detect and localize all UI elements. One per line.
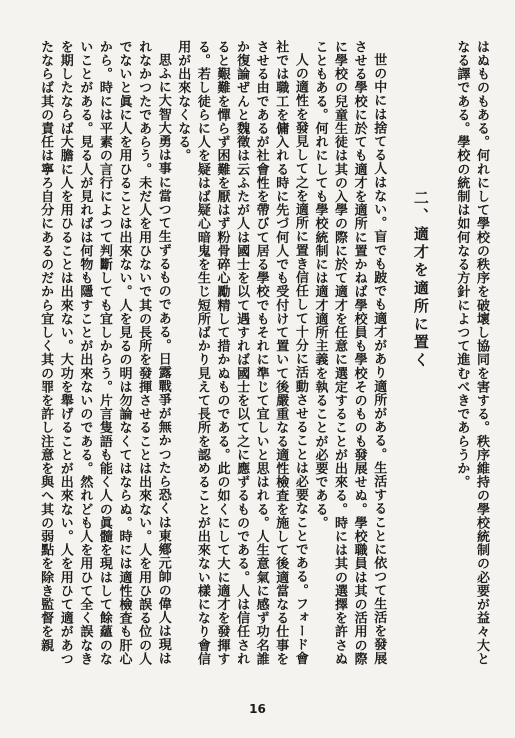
paragraph-2: 世の中には捨てる人はない。盲でも跛でも適才があり適所がある。生活することに依つて生活を發展させる學校に於ても適才を適所に置かねば學校員も學校そのものも發展せぬ。學校職員は其の活用の際に學校の兒童生徒は其の入學の際に於て適才を任意に選定することが出來る。時には其の選擇を許さぬこともある。何れにしても學校統制には適才適所主義を執ることが必要である。	[312, 40, 387, 666]
section-heading: 二、適才を適所に置く	[411, 190, 430, 370]
page-number: 16	[249, 702, 266, 716]
paragraph-1: はぬものもある。何れにして學校の秩序を破壞し協同を害する。秩序維持の學校統制の必要が益々大となる譯である。學校の統制は如何なる方針によつて進むべきであらうか。	[454, 40, 489, 666]
vertical-text-body	[36, 40, 491, 668]
paragraph-3: 人の適性を發見して之を適所に置き信任して十分に活動させることは必要なことである。フォード會社では職工を傭入れる時に先づ何人でも受付けて置いて後嚴重なる適性檢査を施して後適當なる仕事をさせる由であるが社會性を帶びて居る學校でもそれに準じて宜しいと思はれる。人生意氣に感ず功名誰か復論ぜんと魏徵は云ふたが人は國士を以て遇すれば國士を以て之に應ずるものである。人は信任されると艱難を憚らず困難を厭はず粉骨碎心勵精して措かぬものである。此の如くにして大に適才を發揮する。若し徒らに人を疑はば疑心暗鬼を生じ短所ばかり見えて長所を認めることが出來ない樣になり會信用が出來なくなる。	[175, 40, 308, 666]
paragraph-4: 思ふに大智大勇は事に當つて生ずるものである。日露戰爭が無かつたら恐くは東鄕元帥の偉人は現はれなかつたであらう。未だ人を用ひないで其の長所を發揮させることは出來ない。人を用ひ誤る位の人でないと眞に人を用ひることは出來ない。人を見るの明は勿論なくてはならぬ。時には適性檢査も肝心から。時には平素の言行によつて判斷しても宜しからう。片言隻語も能く人の眞髓を現はして餘蘊のないことがある。見る人が見ればは何物も隱すことが出來ないのである。然れども人を用ひて全く誤なきを期したならば大膽に人を用ひることは出來ない。大功を舉げることが出來ない。人を用ひて適があつたならば其の責任は寧ろ自分にあるのだから宜しく其の罪を許し注意を與へ其の弱點を除き監督を親	[38, 40, 171, 666]
